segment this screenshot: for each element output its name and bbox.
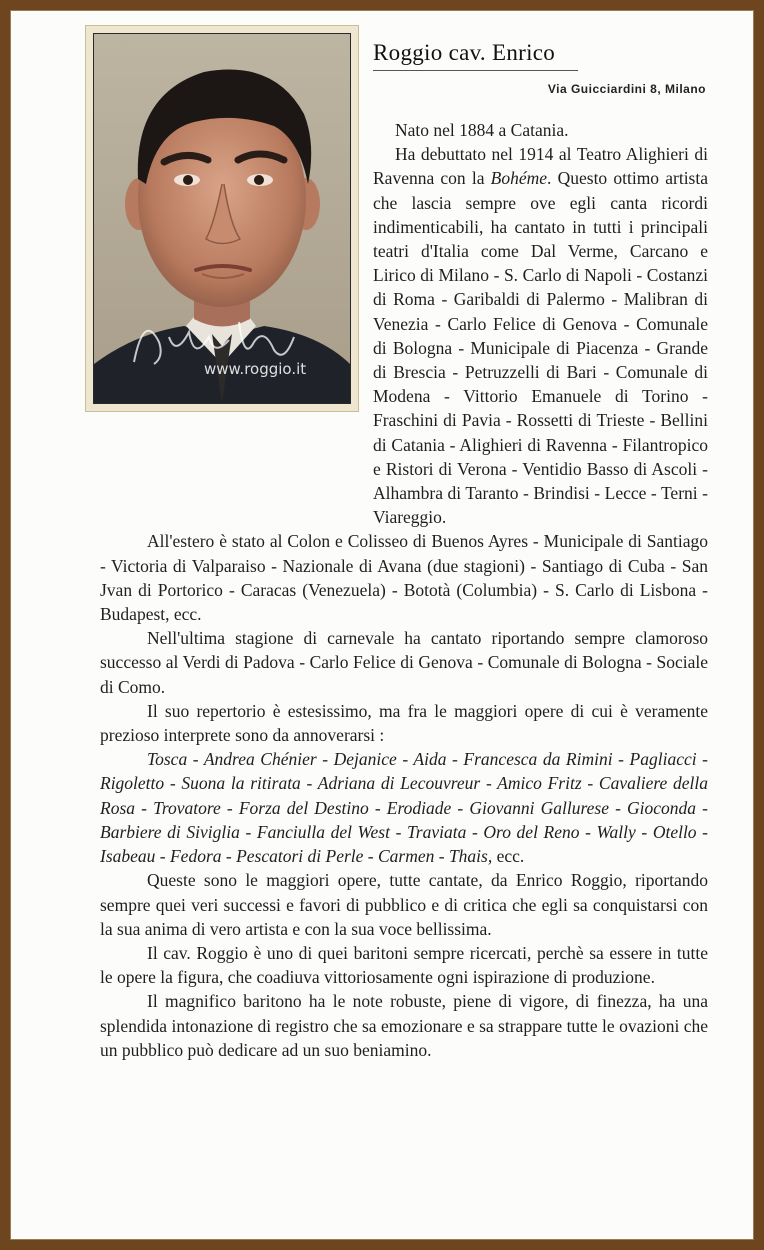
paragraph-carnival: Nell'ultima stagione di carnevale ha cantato riportando sempre clamoroso successo al Verdi di Padova - Carlo Felice di Genova - Comunale di Bologna - Sociale di Como.: [100, 628, 708, 697]
paragraph-baritone: Il cav. Roggio è uno di quei baritoni sempre ricercati, perchè sa essere in tutte le opere la figura, che coadiuva vittoriosamente ogni ispirazione di produzione.: [100, 942, 708, 988]
biography-text: [100, 118, 708, 1062]
opera-list-etc: ecc.: [492, 846, 525, 867]
watermark-text: www.roggio.it: [204, 360, 307, 378]
paragraph-career-rest: . Questo ottimo artista che lascia sempre ove egli canta ricordi indimenticabili, ha cantato in tutti i principali teatri d'Italia come Dal Verme, Carcano e Lirico di Milano - S. Carlo di Napoli - Costanzi di Roma - Garibaldi di Palermo - Malibran di Venezia - Carlo Felice di Genova - Comunale di Bologna - Municipale di Piacenza - Grande di Brescia - Petruzzelli di Bari - Comunale di Modena - Vittorio Emanuele di Torino - Fraschini di Pavia - Rossetti di Trieste - Bellini di Catania - Alighieri di Ravenna - Filantropico e Ristori di Verona - Ventidio Basso di Ascoli - Alhambra di Taranto - Brindisi - Lecce - Terni - Viareggio.: [373, 168, 708, 528]
opera-title-boheme: Bohéme: [490, 168, 548, 189]
paragraph-successes: Queste sono le maggiori opere, tutte cantate, da Enrico Roggio, riportando sempre quei veri successi e favori di pubblico e di critica che egli sa conquistarsi con la sua anima di vero artista e con la sua voce bellissima.: [100, 870, 708, 939]
document-page: [10, 10, 754, 1240]
paragraph-birth: Nato nel 1884 a Catania.: [395, 120, 569, 140]
paragraph-career: [100, 142, 708, 529]
paragraph-career-start: Ha debuttato nel 1914 al Teatro Alighieri di Ravenna con la: [373, 144, 708, 189]
page-title: Roggio cav. Enrico: [373, 40, 556, 65]
paragraph-opera-list: [100, 747, 708, 868]
title-underline: [373, 70, 578, 71]
address: Via Guicciardini 8, Milano: [547, 82, 706, 96]
paragraph-abroad: All'estero è stato al Colon e Colisseo di Buenos Ayres - Municipale di Santiago - Victoria di Valparaiso - Nazionale di Avana (due stagioni) - Santiago di Cuba - San Jvan di Portorico - Caracas (Venezuela) - Bototà (Columbia) - S. Carlo di Lisbona - Budapest, ecc.: [100, 531, 708, 625]
opera-list: Tosca - Andrea Chénier - Dejanice - Aida - Francesca da Rimini - Pagliacci - Rigoletto - Suona la ritirata - Adriana di Lecouvreur - Amico Fritz - Cavaliere della Rosa - Trovatore - Forza del Destino - Erodiade - Giovanni Gallurese - Gioconda - Barbiere di Siviglia - Fanciulla del West - Traviata - Oro del Reno - Wally - Otello - Isabeau - Fedora - Pescatori di Perle - Carmen - Thais,: [100, 749, 708, 867]
paragraph-repertoire: Il suo repertorio è estesissimo, ma fra le maggiori opere di cui è veramente prezioso interprete sono da annoverarsi :: [100, 700, 708, 746]
paragraph-voice: Il magnifico baritono ha le note robuste, piene di vigore, di finezza, ha una splendida intonazione di registro che sa emozionare e sa strappare tutte le ovazioni che un pubblico può dedicare ad un suo beniamino.: [100, 991, 708, 1060]
